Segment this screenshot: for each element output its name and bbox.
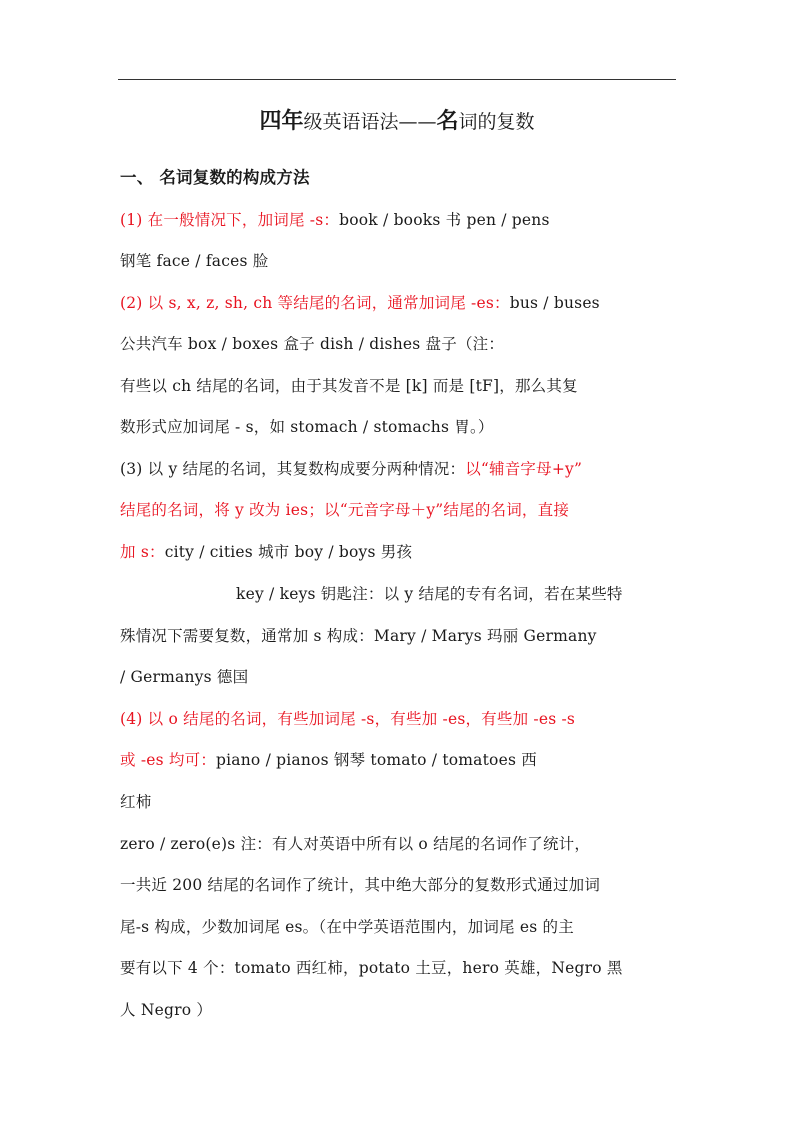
- text-line-7: [120, 458, 582, 480]
- title-part-2: 级英语语法——: [303, 111, 437, 133]
- text-line-5: 有些以 ch 结尾的名词，由于其发音不是 [k] 而是 [tF]，那么其复: [120, 377, 578, 395]
- text-line-6: 数形式应加词尾 - s，如 stomach / stomachs 胃。）: [120, 418, 494, 436]
- text-line-17: 一共近 200 结尾的名词作了统计，其中绝大部分的复数形式通过加词: [120, 876, 601, 894]
- text-line-20: 人 Negro ）: [120, 1001, 213, 1019]
- text-line-14: [120, 749, 537, 771]
- text-line-8: 结尾的名词，将 y 改为 ies；以“元音字母＋y”结尾的名词，直接: [120, 501, 570, 519]
- rule-4-examples: piano / pianos 钢琴 tomato / tomatoes 西: [216, 751, 537, 769]
- rule-4-label: 或 -es 均可：: [120, 751, 217, 769]
- text-line-10: key / keys 钥匙注：以 y 结尾的专有名词，若在某些特: [236, 585, 623, 603]
- rule-2-label: (2) 以 s, x, z, sh, ch 等结尾的名词，通常加词尾 -es：: [120, 294, 510, 312]
- text-line-2: 钢笔 face / faces 脸: [120, 252, 269, 270]
- text-line-4: 公共汽车 box / boxes 盒子 dish / dishes 盘子（注：: [120, 335, 505, 353]
- text-line-1: [120, 209, 550, 231]
- rule-1-label: (1) 在一般情况下，加词尾 -s：: [120, 211, 340, 229]
- header-rule: [118, 79, 676, 80]
- rule-2-examples: bus / buses: [509, 294, 600, 312]
- rule-3-label-a: 以“辅音字母+y”: [465, 460, 583, 478]
- text-line-12: / Germanys 德国: [120, 668, 249, 686]
- text-line-15: 红柿: [120, 793, 152, 811]
- section-heading: 一、 名词复数的构成方法: [120, 168, 310, 187]
- rule-1-examples: book / books 书 pen / pens: [339, 211, 550, 229]
- title-part-4: 词的复数: [458, 111, 535, 133]
- page-title: [0, 104, 794, 135]
- rule-3-intro: (3) 以 y 结尾的名词，其复数构成要分两种情况：: [120, 460, 466, 478]
- text-line-9: [120, 541, 412, 563]
- text-line-16: zero / zero(e)s 注：有人对英语中所有以 o 结尾的名词作了统计，: [120, 835, 591, 853]
- rule-3-label-b: 加 s：: [120, 543, 165, 561]
- text-line-3: [120, 292, 600, 314]
- title-part-1: 四年: [259, 108, 304, 134]
- text-line-11: 殊情况下需要复数，通常加 s 构成：Mary / Marys 玛丽 Germany: [120, 627, 597, 645]
- rule-3-examples: city / cities 城市 boy / boys 男孩: [164, 543, 413, 561]
- text-line-18: 尾-s 构成，少数加词尾 es。（在中学英语范围内，加词尾 es 的主: [120, 918, 574, 936]
- text-line-13: (4) 以 o 结尾的名词，有些加词尾 -s，有些加 -es，有些加 -es -s: [120, 710, 576, 728]
- title-part-3: 名: [436, 108, 459, 134]
- text-line-19: 要有以下 4 个：tomato 西红柿，potato 土豆，hero 英雄，Negro 黑: [120, 959, 623, 977]
